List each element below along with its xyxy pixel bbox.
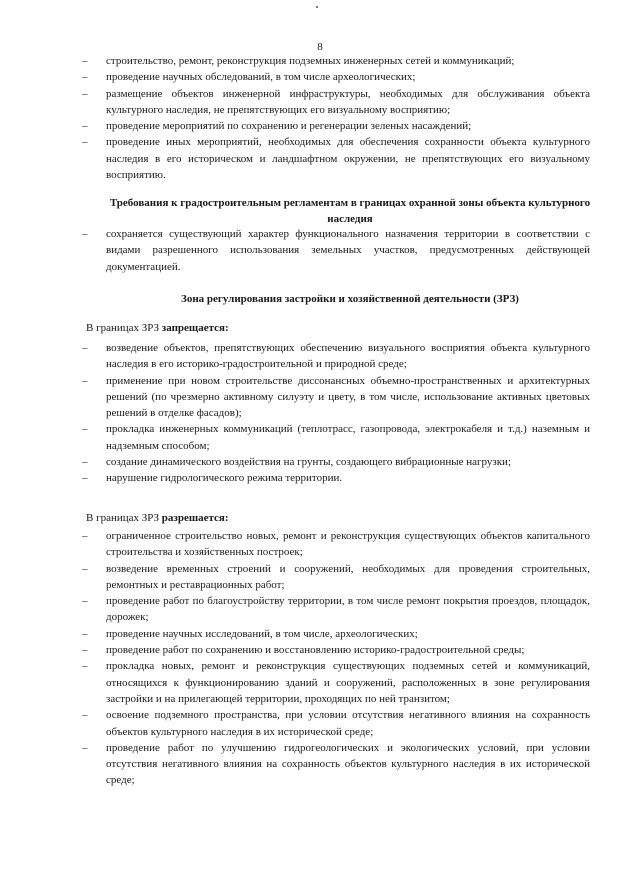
- allowed-lead: [70, 510, 606, 526]
- lead-prefix: В границах ЗРЗ: [86, 512, 162, 524]
- list-allowed-section: [70, 528, 590, 789]
- list-item: – проведение работ по улучшению гидрогеологических и экологических условий, при условии отсутствия негативного влияния на сохранность объектов культурного наследия в их исторической среде;: [70, 740, 590, 789]
- list-item: – проведение работ по сохранению и восстановлению историко-градостроительной среды;: [70, 642, 590, 658]
- list-top-section: [70, 53, 590, 183]
- lead-keyword: запрещается:: [161, 322, 229, 334]
- list-item: – проведение мероприятий по сохранению и регенерации зеленых насаждений;: [70, 118, 590, 134]
- list-item: – проведение работ по благоустройству территории, в том числе ремонт покрытия проездов, площадок, дорожек;: [70, 593, 590, 626]
- list-item: – проведение научных обследований, в том числе археологических;: [70, 69, 590, 85]
- page-number: 8: [317, 41, 323, 53]
- list-item: – размещение объектов инженерной инфраструктуры, необходимых для обслуживания объекта культурного наследия, не препятствующих его визуальному восприятию;: [70, 86, 590, 119]
- lead-keyword: разрешается:: [161, 512, 229, 524]
- section-heading-zrz: Зона регулирования застройки и хозяйственной деятельности (ЗРЗ): [181, 293, 519, 305]
- list-item: – прокладка новых, ремонт и реконструкция существующих подземных сетей и коммуникаций, относящихся к функционированию зданий и сооружений, расположенных в зоне регулирования застройки и на прилегающей территории, проходящих по ней транзитом;: [70, 658, 590, 707]
- section-heading-protection-zone: Требования к градостроительным регламентам в границах охранной зоны объекта культурного наследия: [109, 197, 591, 226]
- list-item: – нарушение гидрологического режима территории.: [70, 470, 590, 486]
- list-item: – прокладка инженерных коммуникаций (теплотрасс, газопровода, электрокабеля и т.д.) наземным и надземным способом;: [70, 421, 590, 454]
- list-item: – возведение объектов, препятствующих обеспечению визуального восприятия объекта культурного наследия в его историко-градостроительной и природной среде;: [70, 340, 590, 373]
- list-item: – ограниченное строительство новых, ремонт и реконструкция существующих объектов капитального строительства и хозяйственных построек;: [70, 528, 590, 561]
- list-item: – сохраняется существующий характер функционального назначения территории в соответствии с видами разрешенного использования земельных участков, предусмотренных действующей документацией.: [70, 226, 590, 275]
- list-item: – строительство, ремонт, реконструкция подземных инженерных сетей и коммуникаций;: [70, 53, 590, 69]
- forbidden-lead: [70, 320, 606, 336]
- list-item: – применение при новом строительстве диссонансных объемно-пространственных и архитектурных решений (по чрезмерно активному силуэту и цвету, в том числе, использование активных цветовых решений в отделке фасадов);: [70, 373, 590, 422]
- list-item: – возведение временных строений и сооружений, необходимых для проведения строительных, ремонтных и реставрационных работ;: [70, 561, 590, 594]
- scan-speck: [316, 6, 318, 8]
- list-item: – проведение иных мероприятий, необходимых для обеспечения сохранности объекта культурного наследия в его историческом и ландшафтном окружении, не препятствующих его визуальному восприятию.: [70, 134, 590, 183]
- list-item: – создание динамического воздействия на грунты, создающего вибрационные нагрузки;: [70, 454, 590, 470]
- list-item: – проведение научных исследований, в том числе, археологических;: [70, 626, 590, 642]
- list-forbidden-section: [70, 340, 590, 487]
- list-protection-section: [70, 226, 590, 275]
- lead-prefix: В границах ЗРЗ: [86, 322, 162, 334]
- list-item: – освоение подземного пространства, при условии отсутствия негативного влияния на сохранность объектов культурного наследия в их исторической среде;: [70, 707, 590, 740]
